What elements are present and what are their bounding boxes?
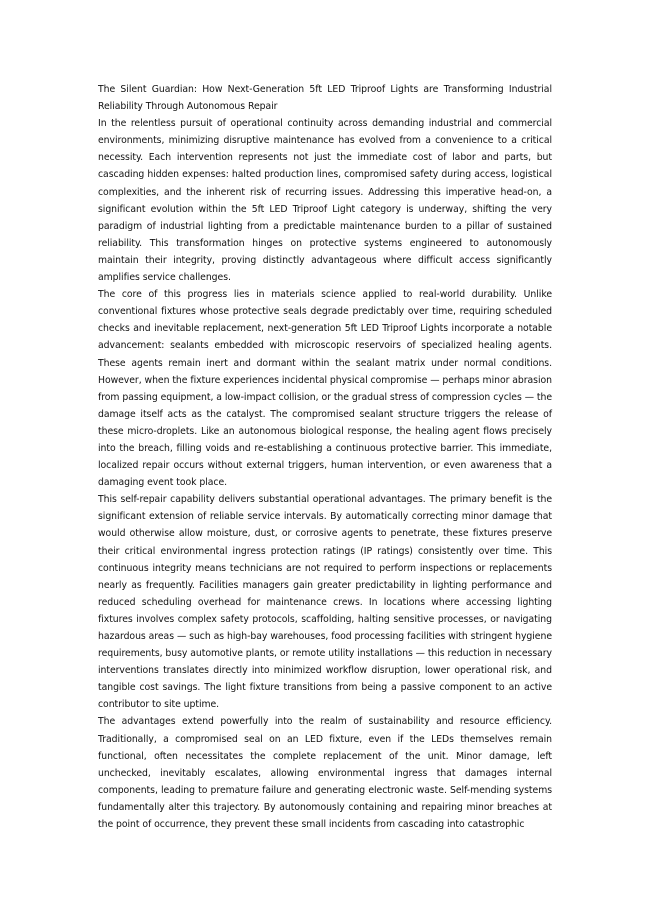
paragraph-intro: In the relentless pursuit of operational continuity across demanding industrial and commercial environments, minimizing disruptive maintenance has evolved from a convenience to a critical necessity. Each intervention represents not just the immediate cost of labor and parts, but cascading hidden expenses: halted production lines, compromised safety during access, logistical complexities, and the inherent risk of recurring issues. Addressing this imperative head-on, a significant evolution within the 5ft LED Triproof Light category is underway, shifting the very paradigm of industrial lighting from a predictable maintenance burden to a pillar of sustained reliability. This transformation hinges on protective systems engineered to autonomously maintain their integrity, proving distinctly advantageous where difficult access significantly amplifies service challenges. [98, 118, 552, 284]
paragraph-operational-advantages: This self-repair capability delivers substantial operational advantages. The primary benefit is the significant extension of reliable service intervals. By automatically correcting minor damage that would otherwise allow moisture, dust, or corrosive agents to penetrate, these fixtures preserve their critical environmental ingress protection ratings (IP ratings) consistently over time. This continuous integrity means technicians are not required to perform inspections or replacements nearly as frequently. Facilities managers gain greater predictability in lighting performance and reduced scheduling overhead for maintenance crews. In locations where accessing lighting fixtures involves complex safety protocols, scaffolding, halting sensitive processes, or navigating hazardous areas — such as high-bay warehouses, food processing facilities with stringent hygiene requirements, busy automotive plants, or remote utility installations — this reduction in necessary interventions translates directly into minimized workflow disruption, lower operational risk, and tangible cost savings. The light fixture transitions from being a passive component to an active contributor to site uptime. [98, 494, 552, 711]
document-body [98, 81, 552, 833]
paragraph-materials-science: The core of this progress lies in materials science applied to real-world durability. Unlike conventional fixtures whose protective seals degrade predictably over time, requiring scheduled checks and inevitable replacement, next-generation 5ft LED Triproof Lights incorporate a notable advancement: sealants embedded with microscopic reservoirs of specialized healing agents. These agents remain inert and dormant within the sealant matrix under normal conditions. However, when the fixture experiences incidental physical compromise — perhaps minor abrasion from passing equipment, a low-impact collision, or the gradual stress of compression cycles — the damage itself acts as the catalyst. The compromised sealant structure triggers the release of these micro-droplets. Like an autonomous biological response, the healing agent flows precisely into the breach, filling voids and re-establishing a continuous protective barrier. This immediate, localized repair occurs without external triggers, human intervention, or even awareness that a damaging event took place. [98, 289, 552, 489]
paragraph-sustainability: The advantages extend powerfully into the realm of sustainability and resource efficiency. Traditionally, a compromised seal on an LED fixture, even if the LEDs themselves remain functional, often necessitates the complete replacement of the unit. Minor damage, left unchecked, inevitably escalates, allowing environmental ingress that damages internal components, leading to premature failure and generating electronic waste. Self-mending systems fundamentally alter this trajectory. By autonomously containing and repairing minor breaches at the point of occurrence, they prevent these small incidents from cascading into catastrophic [98, 716, 552, 831]
document-title: The Silent Guardian: How Next-Generation 5ft LED Triproof Lights are Transforming Industrial Reliability Through Autonomous Repair [98, 84, 552, 113]
